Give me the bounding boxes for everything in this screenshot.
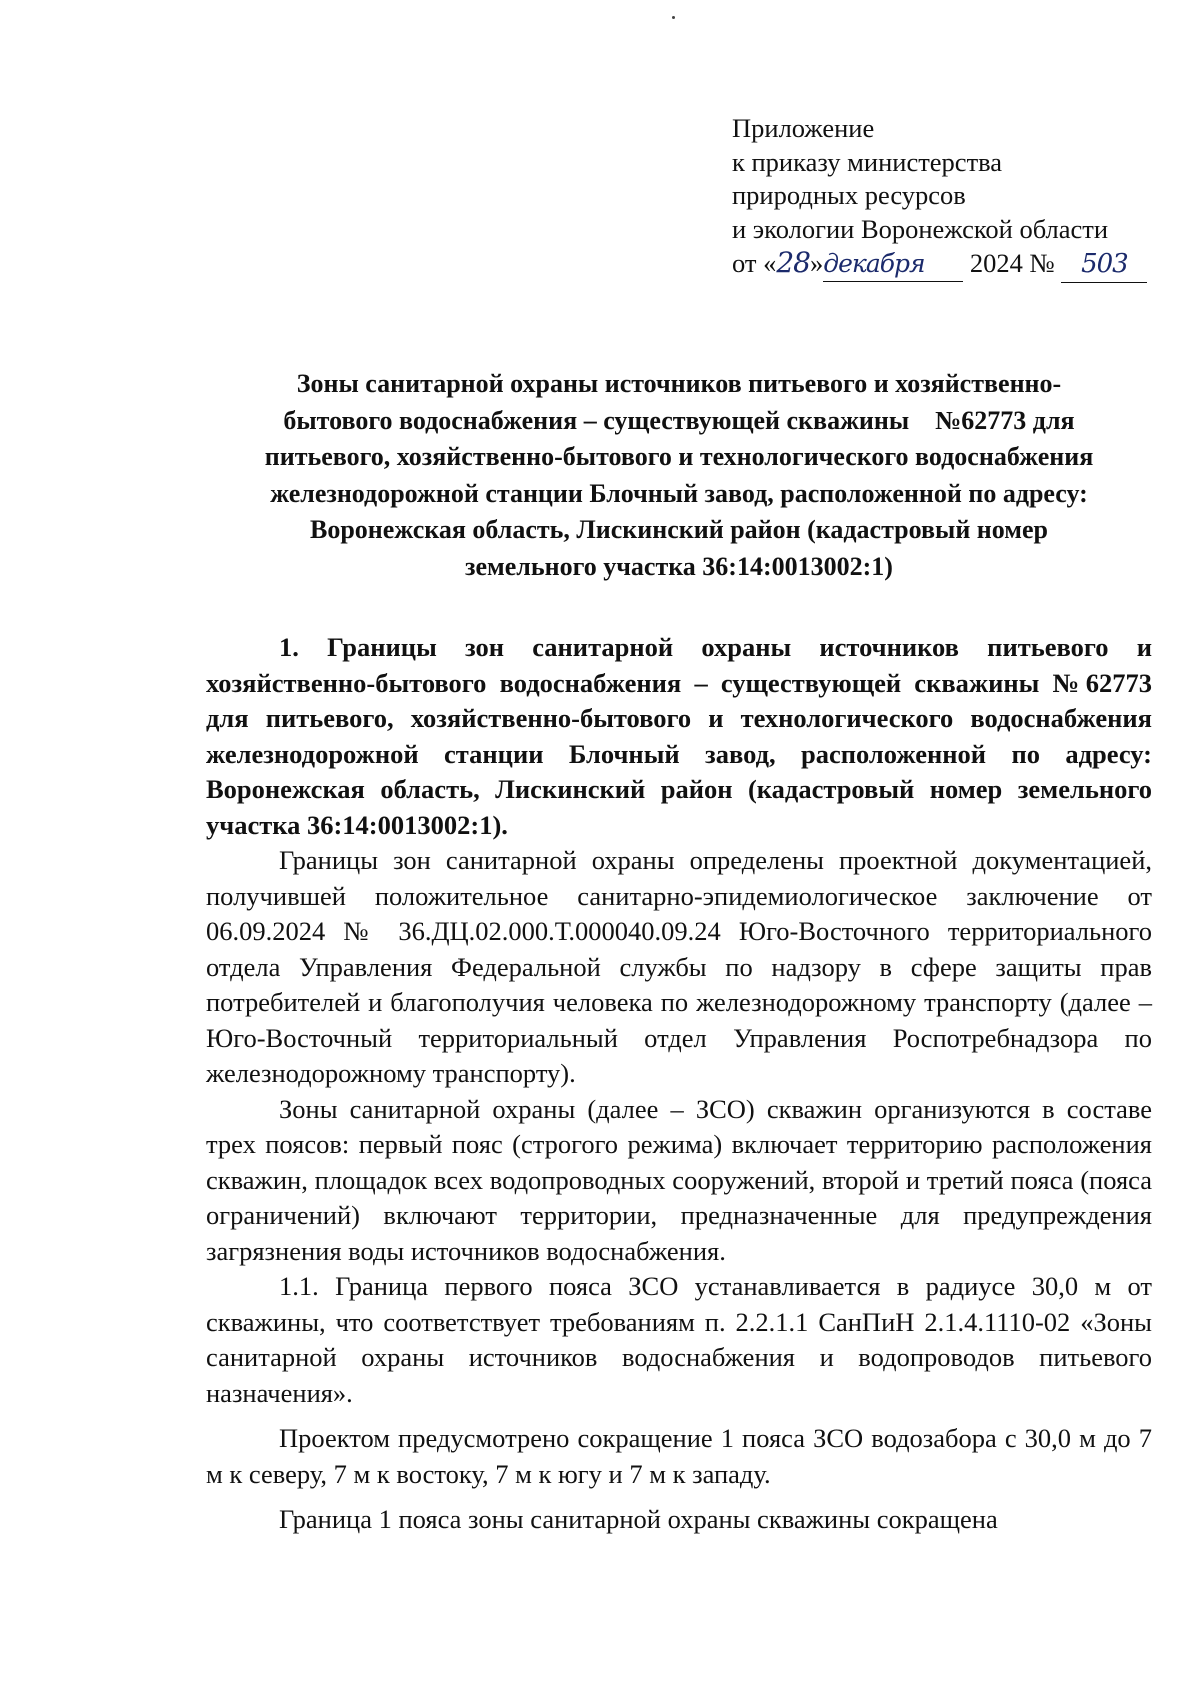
appendix-line-1: Приложение	[732, 113, 875, 143]
appendix-date-line	[732, 246, 1172, 283]
appendix-header	[732, 112, 1172, 283]
title-line-1: Зоны санитарной охраны источников питьевого и хозяйственно-	[296, 369, 1062, 398]
handwritten-order-number: 503	[1061, 248, 1147, 283]
handwritten-month: декабря	[823, 247, 963, 282]
paragraph-reduction: Проектом предусмотрено сокращение 1 пояса ЗСО водозабора с 30,0 м до 7 м к северу, 7 м к востоку, 7 м к югу и 7 м к западу.	[206, 1423, 1152, 1489]
scan-speck	[672, 16, 675, 19]
title-line-4: железнодорожной станции Блочный завод, расположенной по адресу:	[270, 478, 1088, 508]
section-heading-1: 1. Границы зон санитарной охраны источников питьевого и хозяйственно-бытового водоснабжения – существующей скважины №62773 для питьевого, хозяйственно-бытового и технологического водоснабжения железнодорожной станции Блочный завод, расположенной по адресу: Воронежская область, Лискинский район (кадастровый номер земельного участка 36:14:0013002:1).	[206, 632, 1152, 840]
paragraph-borders: Границы зон санитарной охраны определены проектной документацией, получившей положительное санитарно-эпидемиологическое заключение от 06.09.2024 № 36.ДЦ.02.000.Т.000040.09.24 Юго-Восточного территориального отдела Управления Федеральной службы по надзору в сфере защиты прав потребителей и благополучия человека по железнодорожному транспорту (далее – Юго-Восточный территориальный отдел Управления Роспотребнадзора по железнодорожному транспорту).	[206, 845, 1152, 1088]
document-body	[206, 630, 1152, 1538]
document-title	[206, 366, 1152, 585]
appendix-line-4: и экологии Воронежской области	[732, 213, 1109, 244]
date-mid: »	[810, 248, 824, 278]
title-line-6: земельного участка 36:14:0013002:1)	[465, 551, 893, 581]
appendix-line-3: природных ресурсов	[732, 180, 966, 210]
title-line-2: бытового водоснабжения – существующей скважины №62773 для	[283, 405, 1075, 435]
appendix-line-2: к приказу министерства	[732, 146, 1003, 177]
paragraph-1-1: 1.1. Граница первого пояса ЗСО устанавливается в радиусе 30,0 м от скважины, что соответствует требованиям п. 2.2.1.1 СанПиН 2.1.4.1110-02 «Зоны санитарной охраны источников водоснабжения и водопроводов питьевого назначения».	[206, 1271, 1152, 1408]
handwritten-day: 28	[776, 246, 810, 279]
title-line-3: питьевого, хозяйственно-бытового и технологического водоснабжения	[264, 442, 1094, 471]
date-prefix: от «	[732, 248, 777, 278]
date-year: 2024 №	[963, 248, 1062, 278]
title-line-5: Воронежская область, Лискинский район (кадастровый номер	[310, 515, 1048, 544]
paragraph-zso-belts: Зоны санитарной охраны (далее – ЗСО) скважин организуются в составе трех поясов: первый пояс (строгого режима) включает территорию расположения скважин, площадок всех водопроводных сооружений, второй и третий пояса (пояса ограничений) включают территории, предназначенные для предупреждения загрязнения воды источников водоснабжения.	[206, 1093, 1152, 1266]
paragraph-border-reduced: Граница 1 пояса зоны санитарной охраны скважины сокращена	[279, 1504, 998, 1534]
